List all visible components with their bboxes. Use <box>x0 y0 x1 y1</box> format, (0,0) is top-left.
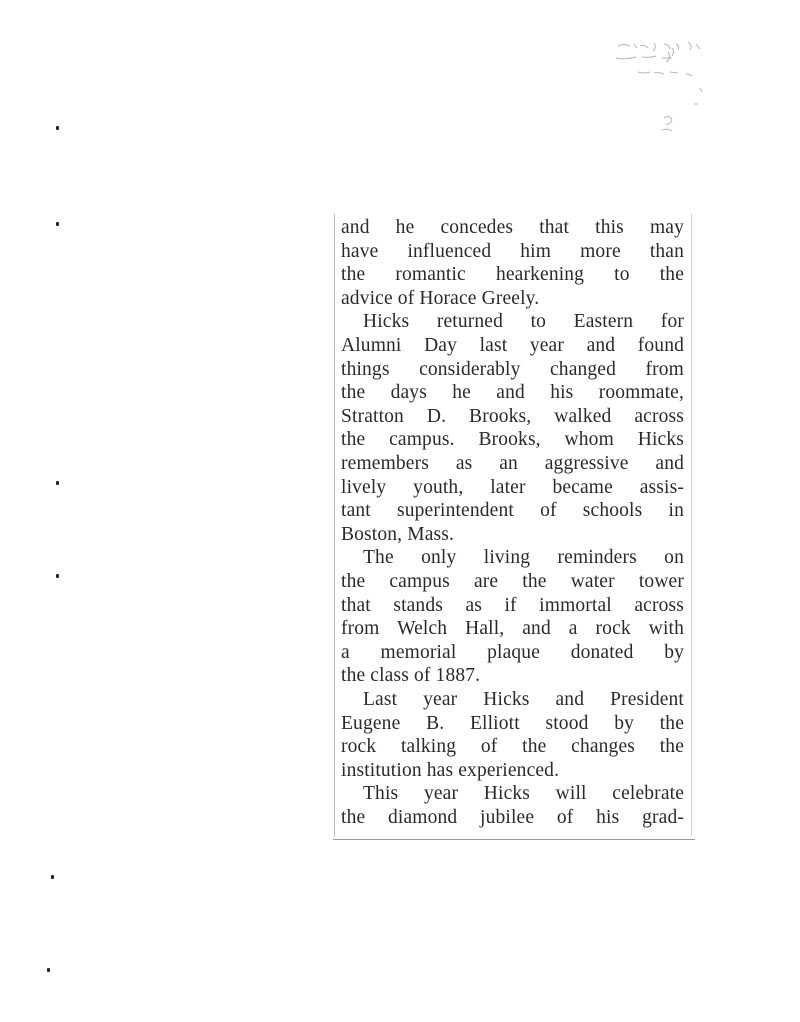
article-line: and he concedes that this may <box>341 217 684 238</box>
binder-hole-mark <box>56 126 59 130</box>
article-line: the days he and his roommate, <box>341 382 684 404</box>
newspaper-clipping-column <box>334 214 692 836</box>
article-line: Hicks returned to Eastern for <box>363 311 684 333</box>
article-line: have influenced him more than <box>341 240 684 262</box>
article-line: tant superintendent of schools in <box>341 500 684 522</box>
article-line: lively youth, later became assis- <box>341 476 684 498</box>
faded-stamp-mark <box>610 38 710 138</box>
binder-hole-mark <box>56 222 59 226</box>
article-line: remembers as an aggressive and <box>341 453 684 474</box>
article-line: the campus. Brooks, whom Hicks <box>341 429 684 451</box>
article-line: Eugene B. Elliott stood by the <box>341 712 684 734</box>
article-line: This year Hicks will celebrate <box>363 783 684 805</box>
article-line: The only living reminders on <box>363 547 684 569</box>
article-line: that stands as if immortal across <box>341 594 684 616</box>
article-line: the campus are the water tower <box>341 571 684 592</box>
binder-hole-mark <box>56 574 59 578</box>
article-line: Last year Hicks and President <box>363 689 684 710</box>
binder-hole-mark <box>56 481 59 485</box>
article-line: the romantic hearkening to the <box>341 264 684 286</box>
article-line: Stratton D. Brooks, walked across <box>341 405 684 427</box>
article-line: things considerably changed from <box>341 358 684 380</box>
article-line: from Welch Hall, and a rock with <box>341 618 684 640</box>
binder-hole-mark <box>47 968 50 972</box>
article-line: Alumni Day last year and found <box>341 335 684 356</box>
article-line: institution has experienced. <box>341 759 560 781</box>
article-line: rock talking of the changes the <box>341 736 684 758</box>
article-line: the class of 1887. <box>341 665 481 687</box>
article-line: a memorial plaque donated by <box>341 641 684 663</box>
article-line: Boston, Mass. <box>341 523 455 545</box>
article-line: advice of Horace Greely. <box>341 287 540 309</box>
article-line: the diamond jubilee of his grad- <box>341 807 684 828</box>
binder-hole-mark <box>51 875 54 879</box>
